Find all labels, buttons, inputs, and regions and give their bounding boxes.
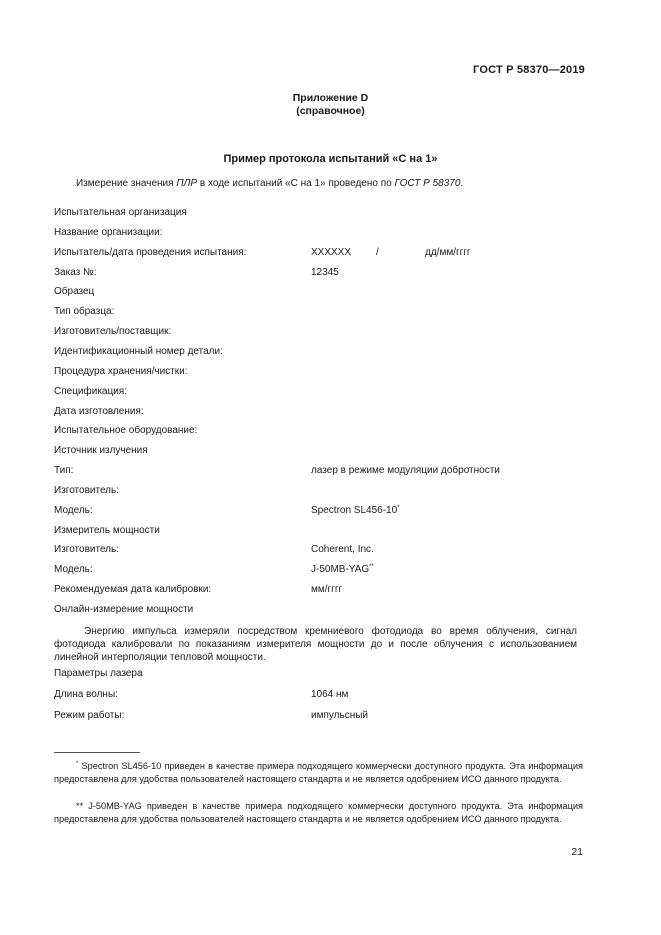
footnote-ref: ** — [369, 564, 374, 571]
field-label: Изготовитель: — [54, 484, 119, 496]
footnote-1-mark: * — [76, 761, 79, 767]
field-value — [311, 247, 351, 258]
field-label: Идентификационный номер детали: — [54, 345, 223, 357]
field-value-text: Coherent, Inc. — [311, 544, 374, 556]
field-value — [311, 544, 374, 555]
field-label: Спецификация: — [54, 385, 127, 397]
field-value-text: 12345 — [311, 266, 339, 278]
footnote-divider — [54, 752, 140, 753]
protocol-title: Пример протокола испытаний «С на 1» — [223, 153, 438, 165]
field-value-text: мм/гггг — [311, 584, 343, 596]
field-value — [311, 564, 374, 575]
field-label: Испытатель/дата проведения испытания: — [54, 246, 247, 258]
field-label: Онлайн-измерение мощности — [54, 604, 194, 615]
field-value — [311, 584, 342, 595]
standard-code: ГОСТ Р 58370—2019 — [473, 64, 585, 76]
field-label: Режим работы: — [54, 710, 125, 721]
footnote-1-text: Spectron SL456-10 приведен в качестве примера подходящего коммерчески доступного продукта. Эта информация предоставлена для удобства пользователей настоящего стандарта и не является одобрением ИСО данного продукта. — [54, 761, 583, 784]
field-date: дд/мм/гггг — [425, 246, 471, 258]
footnote-2-mark: ** — [76, 801, 84, 811]
field-label: Модель: — [54, 564, 93, 576]
field-value-text: импульсный — [311, 710, 368, 721]
field-label: Образец — [54, 286, 95, 298]
field-value-text: 1064 нм — [311, 689, 349, 700]
field-value — [311, 267, 339, 278]
footnote-2 — [54, 800, 583, 825]
field-label: Длина волны: — [54, 689, 118, 700]
appendix-heading — [0, 92, 661, 118]
field-label: Испытательная организация — [54, 207, 187, 218]
field-value-text: J-50MB-YAG — [311, 564, 370, 576]
footnote-ref: * — [397, 504, 400, 511]
field-label: Рекомендуемая дата калибровки: — [54, 584, 212, 596]
field-label: Испытательное оборудование: — [54, 425, 198, 437]
intro-term: ПЛР — [176, 178, 198, 189]
field-value — [311, 505, 400, 516]
field-value — [311, 710, 368, 721]
field-label: Параметры лазера — [54, 668, 143, 679]
footnote-1 — [54, 760, 583, 785]
field-value-text: лазер в режиме модуляции добротности — [311, 465, 500, 477]
field-label: Название организации: — [54, 226, 163, 238]
intro-text-1: Измерение значения — [76, 178, 177, 189]
field-label: Изготовитель/поставщик: — [54, 326, 172, 338]
field-label: Заказ №: — [54, 266, 97, 278]
field-label: Процедура хранения/чистки: — [54, 365, 188, 377]
field-label: Источник излучения — [54, 445, 148, 457]
field-value — [311, 465, 500, 476]
field-label: Тип: — [54, 465, 74, 477]
page-number: 21 — [571, 846, 583, 858]
field-label: Измеритель мощности — [54, 524, 160, 536]
field-label: Тип образца: — [54, 306, 115, 318]
energy-paragraph: Энергию импульса измеряли посредством кремниевого фотодиода во время облучения, сигнал фотодиода калибровали по показаниям измерителя мощности до и после облучения с использованием линейной интерполяции тепловой мощности. — [54, 626, 577, 663]
field-label: Дата изготовления: — [54, 405, 144, 417]
field-value — [311, 689, 348, 700]
field-value-text: Spectron SL456-10 — [311, 504, 398, 516]
intro-text-3: . — [460, 178, 464, 189]
field-label: Модель: — [54, 504, 93, 516]
footnote-2-text: J-50MB-YAG приведен в качестве примера подходящего коммерчески доступного продукта. Эта информация предоставлена для удобства пользователей настоящего стандарта и не является одобрением ИСО данного продукта. — [54, 801, 583, 824]
field-label: Изготовитель: — [54, 544, 119, 556]
intro-ref: ГОСТ Р 58370 — [394, 178, 461, 189]
appendix-subtitle: (справочное) — [296, 105, 365, 117]
intro-text-2: в ходе испытаний «С на 1» проведено по — [197, 178, 395, 189]
field-value-text: XXXXXX — [311, 246, 352, 258]
intro-paragraph — [76, 178, 463, 189]
field-separator: / — [376, 246, 379, 258]
appendix-title: Приложение D — [292, 92, 369, 104]
